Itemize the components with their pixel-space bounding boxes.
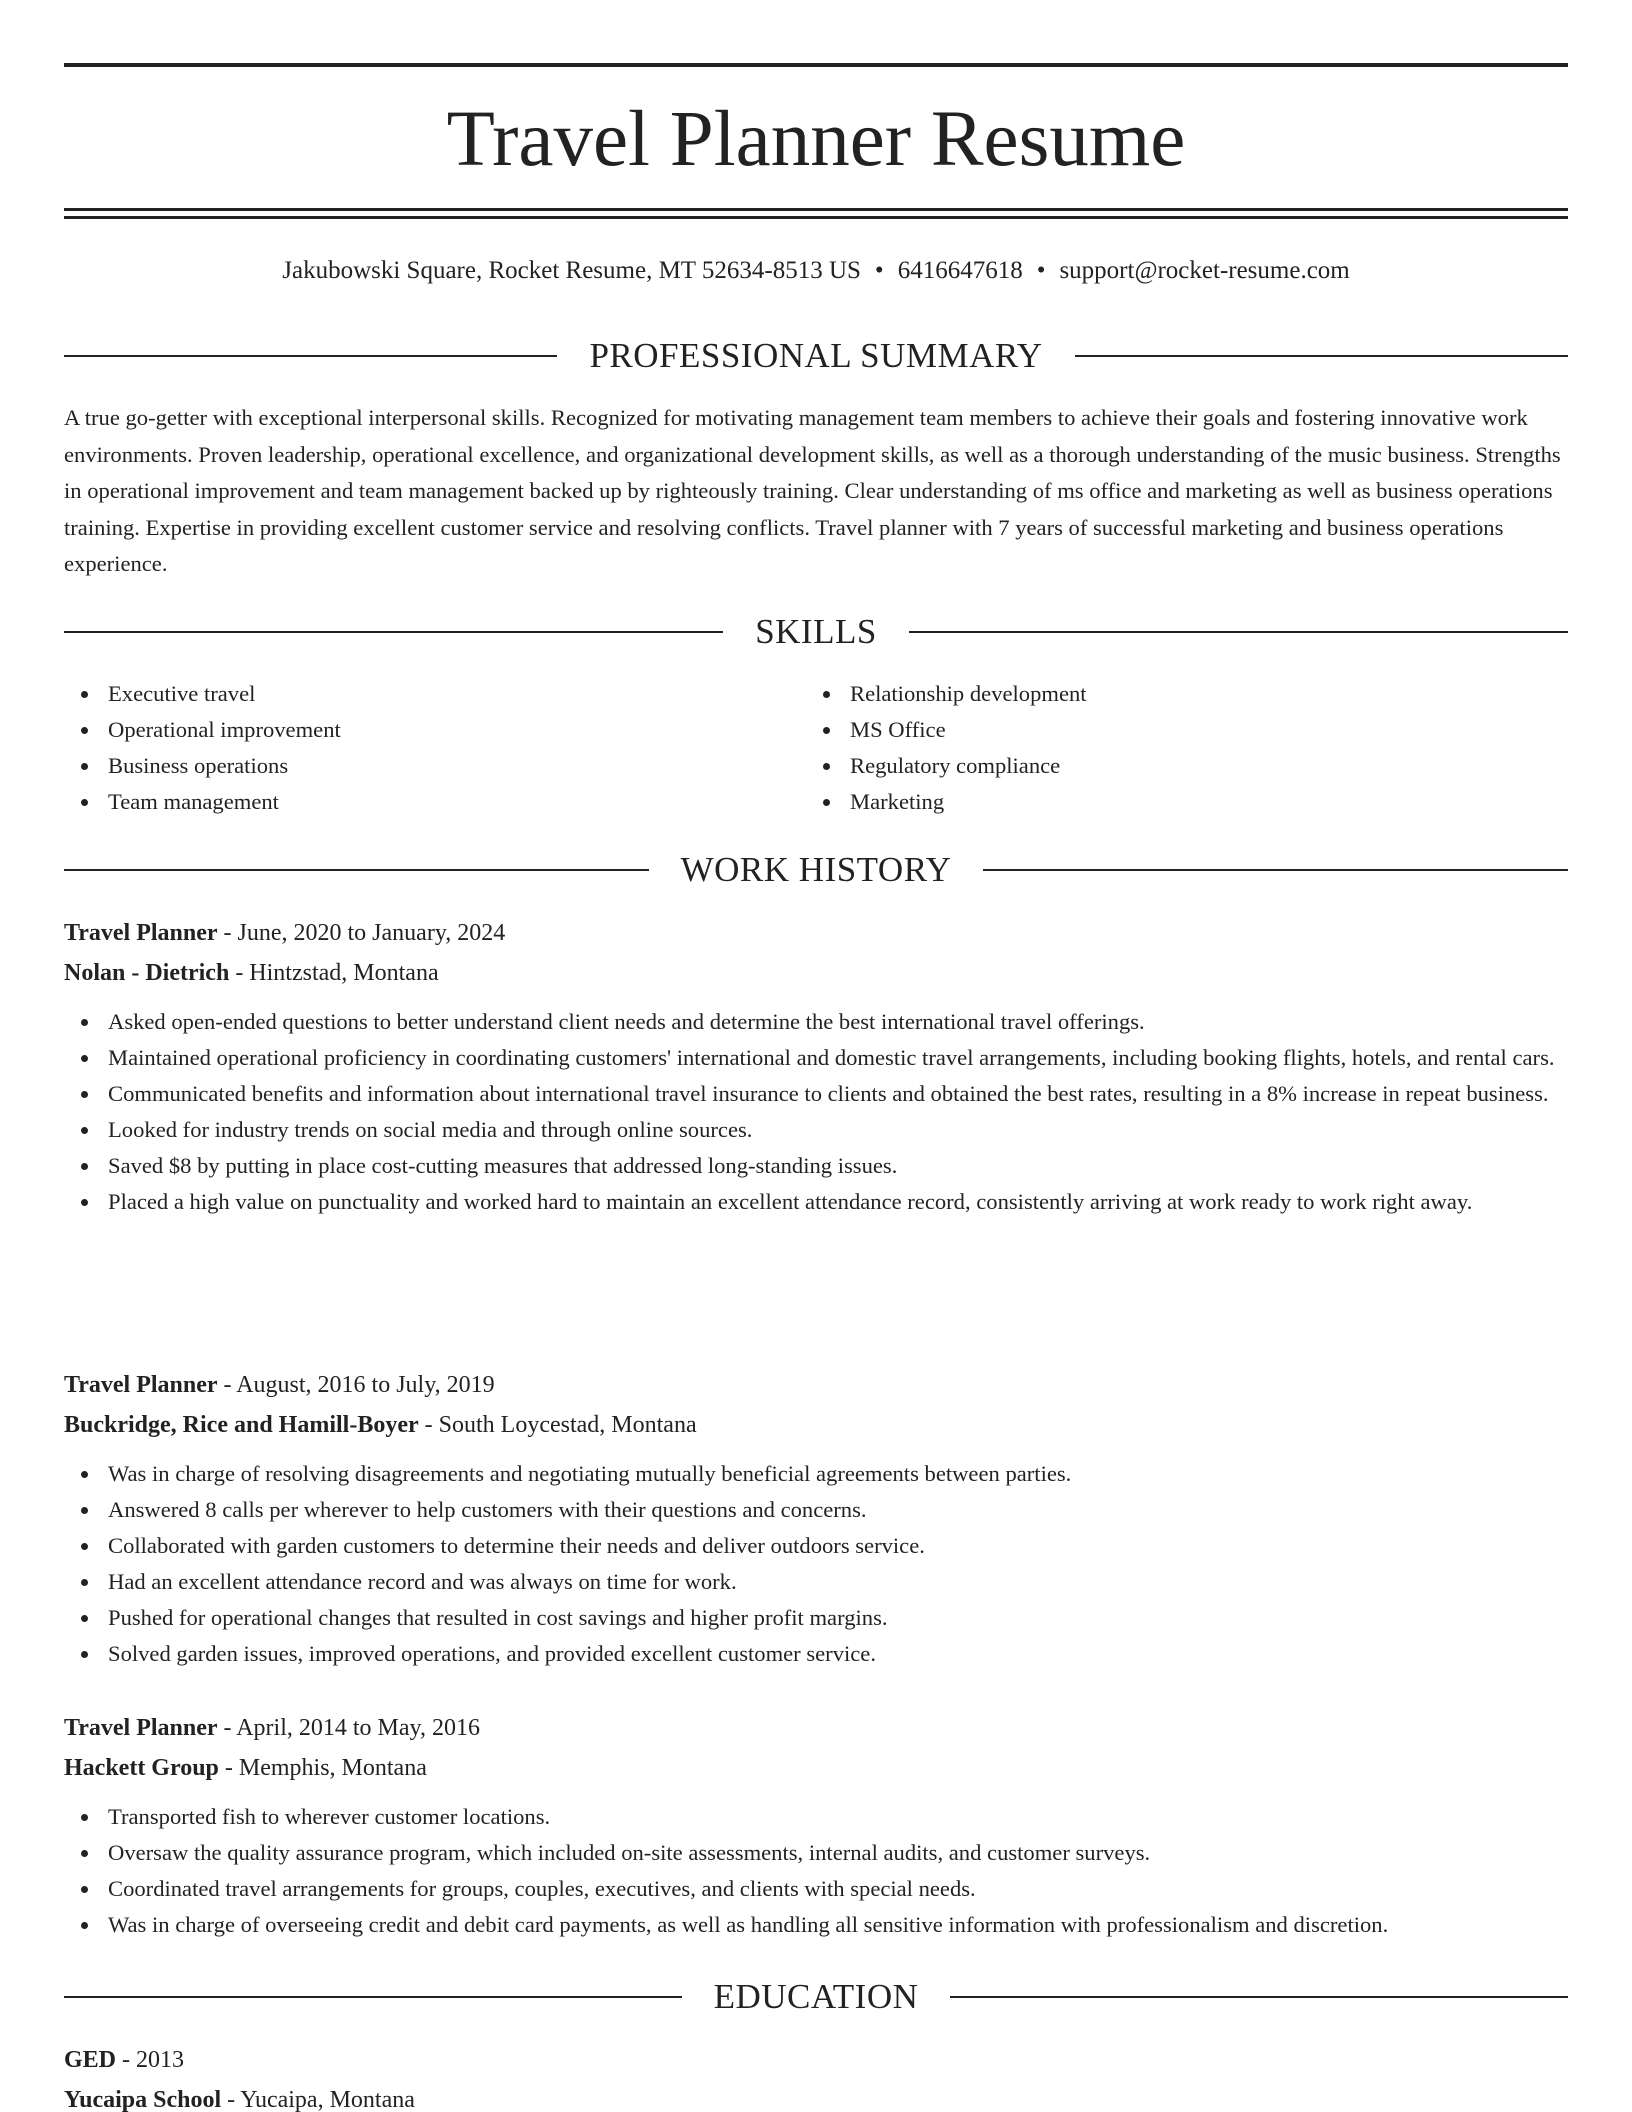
job-dates: - April, 2014 to May, 2016	[217, 1715, 480, 1741]
education-degree-line	[64, 2041, 1568, 2079]
job-bullet: Transported fish to wherever customer locations.	[64, 1799, 1568, 1835]
contact-line	[64, 256, 1568, 286]
section-rule	[1075, 355, 1568, 357]
section-title: SKILLS	[755, 612, 877, 651]
education-year: - 2013	[116, 2047, 185, 2073]
job-bullet: Communicated benefits and information about international travel insurance to clients and obtained the best rates, resulting in a 8% increase in repeat business.	[64, 1076, 1568, 1112]
job-bullet: Placed a high value on punctuality and worked hard to maintain an excellent attendance record, consistently arriving at work ready to work right away.	[64, 1184, 1568, 1220]
job-bullet: Looked for industry trends on social media and through online sources.	[64, 1112, 1568, 1148]
job-title-line	[64, 1709, 1568, 1747]
job-bullet: Asked open-ended questions to better understand client needs and determine the best international travel offerings.	[64, 1004, 1568, 1040]
top-rule	[64, 63, 1568, 67]
section-title: PROFESSIONAL SUMMARY	[589, 336, 1043, 375]
job-bullets	[64, 1004, 1568, 1220]
job-company: Hackett Group	[64, 1755, 219, 1781]
education-entry	[64, 2041, 1568, 2112]
job-bullet: Pushed for operational changes that resulted in cost savings and higher profit margins.	[64, 1600, 1568, 1636]
contact-email[interactable]: support@rocket-resume.com	[1059, 257, 1350, 284]
skill-item: Operational improvement	[64, 712, 806, 748]
section-rule	[950, 1996, 1568, 1998]
education-school: Yucaipa School	[64, 2087, 222, 2112]
job-bullet: Saved $8 by putting in place cost-cutting measures that addressed long-standing issues.	[64, 1148, 1568, 1184]
job-dates: - June, 2020 to January, 2024	[217, 920, 506, 946]
job-bullet: Was in charge of resolving disagreements and negotiating mutually beneficial agreements between parties.	[64, 1456, 1568, 1492]
job-company: Buckridge, Rice and Hamill-Boyer	[64, 1412, 419, 1438]
skill-item: Relationship development	[806, 676, 1548, 712]
section-heading-skills	[64, 612, 1568, 652]
job-title-line	[64, 914, 1568, 952]
contact-separator: •	[874, 257, 884, 284]
section-heading-education	[64, 1977, 1568, 2017]
education-school-line	[64, 2081, 1568, 2112]
job-company-line	[64, 1749, 1568, 1787]
job-location: - Memphis, Montana	[218, 1755, 427, 1781]
job-bullet: Coordinated travel arrangements for groups, couples, executives, and clients with special needs.	[64, 1871, 1568, 1907]
section-rule	[64, 1996, 682, 1998]
job-bullet: Maintained operational proficiency in coordinating customers' international and domestic travel arrangements, including booking flights, hotels, and rental cars.	[64, 1040, 1568, 1076]
job-location: - Hintzstad, Montana	[229, 960, 439, 986]
section-rule	[909, 631, 1568, 633]
section-title: WORK HISTORY	[680, 850, 952, 889]
contact-separator: •	[1036, 257, 1046, 284]
skill-item: Marketing	[806, 784, 1548, 820]
job-company-line	[64, 1406, 1568, 1444]
job-location: - South Loycestad, Montana	[418, 1412, 697, 1438]
job-entry	[64, 1366, 1568, 1672]
skill-item: MS Office	[806, 712, 1548, 748]
skill-item: Team management	[64, 784, 806, 820]
section-rule	[64, 869, 649, 871]
job-bullet: Oversaw the quality assurance program, which included on-site assessments, internal audits, and customer surveys.	[64, 1835, 1568, 1871]
title-rule-lower	[64, 216, 1568, 219]
summary-text: A true go-getter with exceptional interpersonal skills. Recognized for motivating management team members to achieve their goals and fostering innovative work environments. Proven leadership, operational excellence, and organizational development skills, as well as a thorough understanding of the music business. Strengths in operational improvement and team management backed up by righteously training. Clear understanding of ms office and marketing as well as business operations training. Expertise in providing excellent customer service and resolving conflicts. Travel planner with 7 years of successful marketing and business operations experience.	[64, 405, 1561, 576]
job-title: Travel Planner	[64, 1715, 218, 1741]
section-rule	[64, 355, 557, 357]
job-bullets	[64, 1799, 1568, 1943]
job-bullet: Had an excellent attendance record and was always on time for work.	[64, 1564, 1568, 1600]
skill-item: Business operations	[64, 748, 806, 784]
section-title: EDUCATION	[713, 1977, 919, 2016]
job-bullet: Collaborated with garden customers to determine their needs and deliver outdoors service.	[64, 1528, 1568, 1564]
contact-phone: 6416647618	[897, 257, 1023, 284]
contact-address: Jakubowski Square, Rocket Resume, MT 52634-8513 US	[282, 257, 861, 284]
section-heading-work	[64, 850, 1568, 890]
section-rule	[983, 869, 1568, 871]
section-rule	[64, 631, 723, 633]
section-heading-summary	[64, 336, 1568, 376]
skill-item: Executive travel	[64, 676, 806, 712]
job-title: Travel Planner	[64, 1372, 218, 1398]
title-rule-upper	[64, 208, 1568, 211]
job-company: Nolan - Dietrich	[64, 960, 230, 986]
job-entry	[64, 914, 1568, 1220]
skills-list	[64, 676, 1568, 820]
job-title-line	[64, 1366, 1568, 1404]
job-bullets	[64, 1456, 1568, 1672]
education-location: - Yucaipa, Montana	[221, 2087, 415, 2112]
education-degree: GED	[64, 2047, 117, 2073]
job-title: Travel Planner	[64, 920, 218, 946]
job-bullet: Was in charge of overseeing credit and debit card payments, as well as handling all sensitive information with professionalism and discretion.	[64, 1907, 1568, 1943]
skills-column-right	[806, 676, 1548, 820]
job-bullet: Answered 8 calls per wherever to help customers with their questions and concerns.	[64, 1492, 1568, 1528]
job-dates: - August, 2016 to July, 2019	[217, 1372, 495, 1398]
skill-item: Regulatory compliance	[806, 748, 1548, 784]
job-company-line	[64, 954, 1568, 992]
job-entry	[64, 1709, 1568, 1943]
skills-column-left	[64, 676, 806, 820]
resume-title: Travel Planner Resume	[446, 96, 1186, 183]
job-bullet: Solved garden issues, improved operations, and provided excellent customer service.	[64, 1636, 1568, 1672]
